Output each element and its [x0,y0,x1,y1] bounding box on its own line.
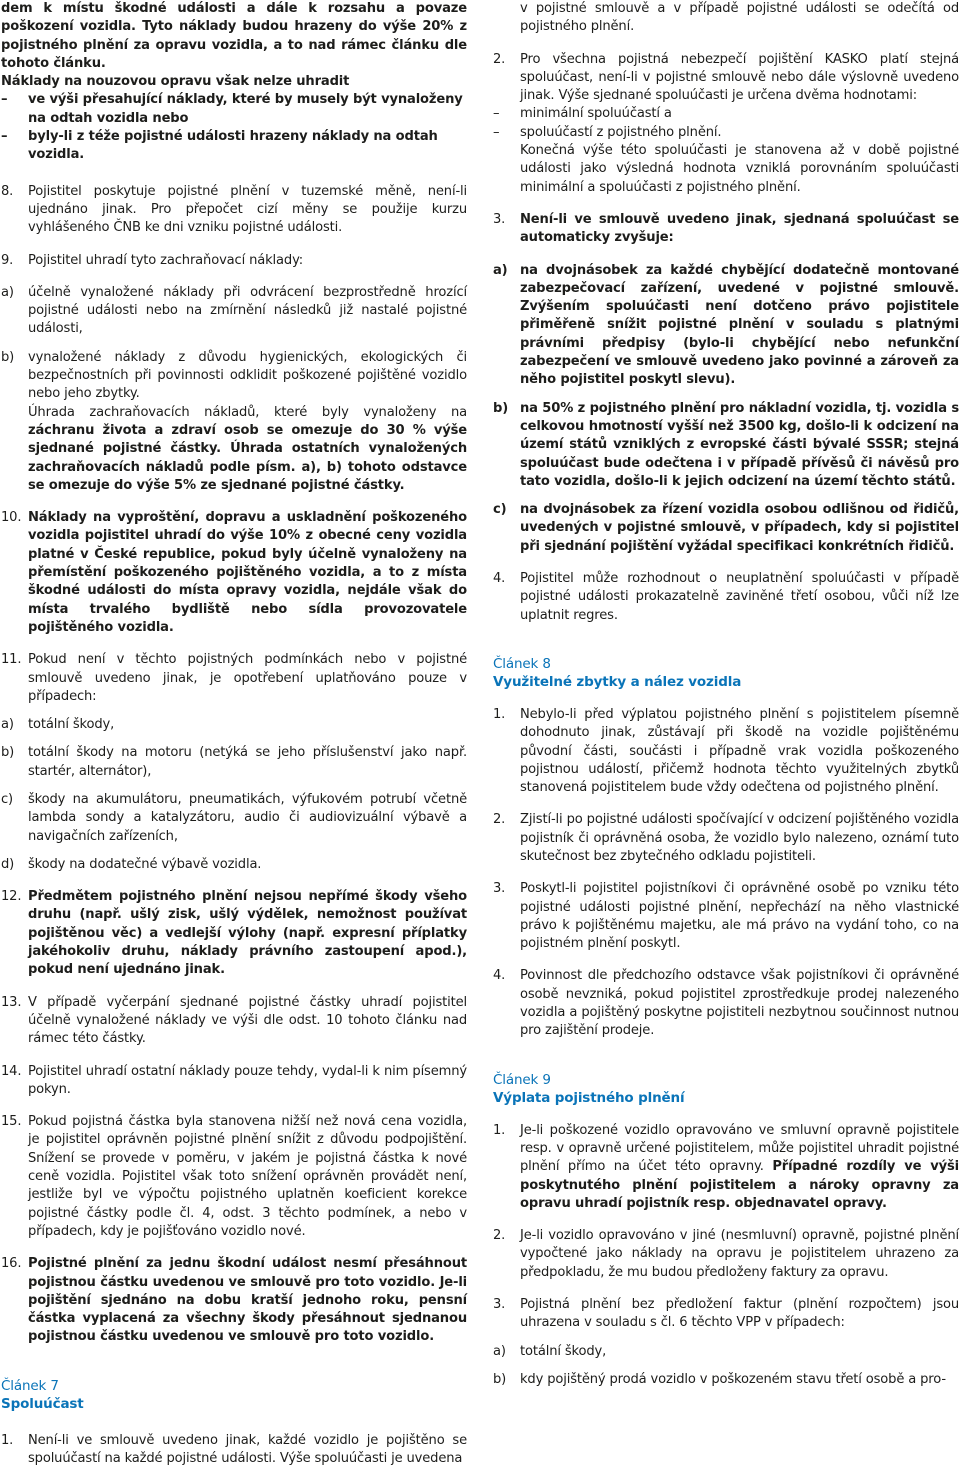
paragraph-14: 14. Pojistitel uhradí ostatní náklady pouze tehdy, vydal-li k nim písemný pokyn. [1,1063,467,1097]
paragraph-2: 2. Pro všechna pojistná nebezpečí pojištění KASKO platí stejná spoluúčast, není-li v pojistné smlouvě nebo dále výslovně uvedeno jinak. Výše sjednané spoluúčasti je určena dvěma hodnotami: [493,51,959,104]
paragraph-12: 12. Předmětem pojistného plnění nejsou nepřímé škody všeho druhu (např. ušlý zisk, ušlý výdělek, nemožnost používat pojištěnou věc) a vedlejší výlohy (např. expresní příplatky jakéhokoliv druhu, náklady právního zastoupení apod.), pokud není ujednáno jinak. [1,889,467,978]
paragraph-9a: a) účelně vynaložené náklady při odvrácení bezprostředně hrozící pojistné události nebo na zmírnění následků již nastalé pojistné události, [1,284,467,337]
article-8-paragraph-1: 1. Nebylo-li před výplatou pojistného plnění s pojistitelem písemně dohodnuto jinak, zůstávají při škodě na vozidle pojištěnému původní části, součásti i případně vrak vozidla poškozeného pojistnou událostí, přičemž hodnota těchto využitelných zbytků stanovená pojistitelem bude vždy odečtena od pojistného plnění. [493,706,959,796]
article-8-paragraph-2: 2. Zjistí-li po pojistné události spočívající v odcizení pojištěného vozidla pojistník či oprávněná osoba, že vozidlo bylo nalezeno, oznámí tuto skutečnost bez zbytečného odkladu pojistiteli. [493,812,959,864]
article-label: Článek 8 [493,655,551,672]
paragraph-11: 11. Pokud není v těchto pojistných podmínkách nebo v pojistné smlouvě uvedeno jinak, je opotřebení uplatňováno pouze v případech: [1,652,467,704]
paragraph-9b: b) vynaložené náklady z důvodu hygienických, ekologických či bezpečnostních při povinnosti odklidit poškozené pojištěné vozidlo nebo jeho zbytky. [1,349,467,402]
paragraph-10: 10. Náklady na vyproštění, dopravu a uskladnění poškozeného vozidla pojistitel uhradí do výše 10% z obecné ceny vozidla platné v České republice, pokud byly účelně vynaloženy na přemístění poškozeného pojištěného vozidla, a to z místa škodné události do místa opravy vozidla, nejdále však do místa trvalého bydliště nebo sídla provozovatele pojištěného vozidla. [1,510,467,635]
article-9-paragraph-2: 2. Je-li vozidlo opravováno v jiné (nesmluvní) opravně, pojistné plnění vypočtené jako náklady na opravu je pojistitelem uhrazeno za předpokladu, že mu budou předloženy faktury za opravu. [493,1228,959,1280]
left-column [1,0,467,1468]
paragraph-9: 9. Pojistitel uhradí tyto zachraňovací náklady: [1,252,303,268]
article-title: Výplata pojistného plnění [493,1090,685,1107]
dash-item: – spoluúčastí z pojistného plnění. [493,124,722,140]
continued-text: v pojistné smlouvě a v případě pojistné události se odečítá od pojistného plnění. [520,1,959,35]
article-8-paragraph-3: 3. Poskytl-li pojistitel pojistníkovi či oprávněné osobě po vzniku této pojistné události pojistné plnění, nepřechází na něho vlastnické právo k pojištěnému majetku, ale má právo na vydání toho, co na pojistném plnění poskytl. [493,881,959,952]
paragraph-13: 13. V případě vyčerpání sjednané pojistné částky uhradí pojistitel účelně vynaložené náklady ve výši dle odst. 10 tohoto článku nad rámec této částky. [1,994,467,1047]
article-9-paragraph-3: 3. Pojistná plnění bez předložení faktur (plnění rozpočtem) jsou uhrazena v souladu s čl. 6 těchto VPP v případech: [493,1297,959,1331]
paragraph-11a: a) totální škody, [1,717,115,733]
paragraph-3c: c) na dvojnásobek za řízení vozidla osobou odlišnou od řidičů, uvedených v pojistné smlouvě, v případech, kdy si pojistitel při sjednání pojištění vyžádal specifikaci konkrétních řidičů. [493,502,959,554]
paragraph-16: 16. Pojistné plnění za jednu škodní událost nesmí přesáhnout pojistnou částku uvedenou ve smlouvě pro toto vozidlo. Je-li pojištění sjednáno na dobu kratší jednoho roku, pensní částka vyplacená za všechny škody přesáhnout sjednanou pojistnou částku uvedenou ve smlouvě pro toto vozidlo. [1,1256,467,1345]
article-label: Článek 7 [1,1377,59,1394]
paragraph-3: 3. Není-li ve smlouvě uvedeno jinak, sjednaná spoluúčast se automaticky zvyšuje: [493,211,959,246]
paragraph-11c: c) škody na akumulátoru, pneumatikách, výfukovém potrubí včetně lambda sondy a katalyzátoru, audio či audiovizuální výbavě a navigačních zařízeních, [1,791,467,844]
paragraph-11d: d) škody na dodatečné výbavě vozidla. [1,856,262,872]
article-label: Článek 9 [493,1071,551,1088]
article-9-paragraph-3b: b) kdy pojištěný prodá vozidlo v poškozeném stavu třetí osobě a pro- [493,1371,946,1387]
intro-bold-2: Náklady na nouzovou opravu však nelze uhradit [1,74,350,90]
paragraph-3b: b) na 50% z pojistného plnění pro nákladní vozidla, tj. vozidla s celkovou hmotností vyšší než 3500 kg, došlo-li k odcizení na území států vzniklých z evropské části bývalé SSSR; stejná spoluúčast bude odečtena i v případě přívěsů či návěsů pro tato vozidla, došlo-li k jejich odcizení na území těchto států. [493,400,959,489]
paragraph-11b: b) totální škody na motoru (netýká se jeho příslušenství jako např. startér, alternátor), [1,745,467,779]
article-title: Využitelné zbytky a nález vozidla [493,674,742,691]
article-7-heading [1,1377,467,1414]
paragraph-2-tail: Konečná výše této spoluúčasti je stanovena až v době pojistné události jako výsledná hodnota vzniklá porovnáním spoluúčasti minimální a spoluúčasti z pojistného plnění. [520,143,959,195]
paragraph-4: 4. Pojistitel může rozhodnout o neuplatnění spoluúčasti v případě pojistné události prokazatelně zaviněné třetí osobou, vůči níž lze uplatnit regres. [493,571,959,623]
article-9-paragraph-1: 1. Je-li poškozené vozidlo opravováno ve smluvní opravně pojistitele resp. v opravně určené pojistitelem, může pojistitel uhradit pojistné plnění přímo na účet této opravny. Případné rozdíly ve výši poskytnutého plnění pojistitelem a nároky opravny za opravu uhradí pojistník resp. objednavatel opravy. [493,1122,959,1211]
paragraph-9-tail: Úhrada zachraňovacích nákladů, které byly vynaloženy na záchranu života a zdraví osob se omezuje do 30 % výše sjednané pojistné částky. Úhrada ostatních vynaložených zachraňovacích nákladů podle písm. a), b) tohoto odstavce se omezuje do výše 5% ze sjednané pojistné částky. [28,404,467,493]
article-9-paragraph-3a: a) totální škody, [493,1343,607,1359]
article-8-heading [493,655,959,692]
right-column [493,0,959,1389]
paragraph-8: 8. Pojistitel poskytuje pojistné plnění v tuzemské měně, není-li ujednáno jinak. Pro přepočet cizí měny se použije kurzu vyhlášeného ČNB ke dni vzniku pojistné události. [1,183,467,236]
article-title: Spoluúčast [1,1396,84,1413]
article-9-heading [493,1071,959,1108]
dash-item: – ve výši přesahující náklady, které by musely být vynaloženy na odtah vozidla nebo [1,92,463,126]
dash-item: – minimální spoluúčastí a [493,106,672,122]
article-8-paragraph-4: 4. Povinnost dle předchozího odstavce však pojistníkovi či oprávněné osobě nevzniká, pokud pojistitel zprostředkuje prodej nalezeného vozidla a pojištěný poskytne pojistiteli nezbytnou součinnost nutnou pro zajištění prodeje. [493,968,959,1039]
intro-bold: dem k místu škodné události a dále k rozsahu a povaze poškození vozidla. Tyto náklady budou hrazeny do výše 20% z pojistného plnění za opravu vozidla, a to nad rámec článku dle tohoto článku. [1,1,467,71]
article-7-paragraph-1: 1. Není-li ve smlouvě uvedeno jinak, každé vozidlo je pojištěno se spoluúčastí na každé pojistné události. Výše spoluúčasti je uvedena [1,1432,467,1466]
paragraph-15: 15. Pokud pojistná částka byla stanovena nižší než nová cena vozidla, je pojistitel oprávněn pojistné plnění snížit z důvodu podpojištění. Snížení se provede v poměru, v jakém je pojistná částka k nové ceně vozidla. Pojistitel však toto snížení oprávněn provádět není, jestliže byl ve výpočtu pojistného uplatněn koeficient korekce pojistné částky podle čl. 4, odst. 3 těchto podmínek, a nebo v případech, kdy je pojišťováno vozidlo nové. [1,1114,467,1239]
paragraph-3a: a) na dvojnásobek za každé chybějící dodatečně montované zabezpečovací zařízení, uvedené v pojistné smlouvě. Zvýšením spoluúčasti není dotčeno právo pojistitele přiměřeně snížit pojistné plnění v souladu s platnými právními předpisy (bylo-li chybějící nebo nefunkční zabezpečení ve smlouvě uvedeno jako povinné a zároveň za něho pojistitel poskytl slevu). [493,262,959,388]
dash-item: – byly-li z téže pojistné události hrazeny náklady na odtah vozidla. [1,129,438,163]
